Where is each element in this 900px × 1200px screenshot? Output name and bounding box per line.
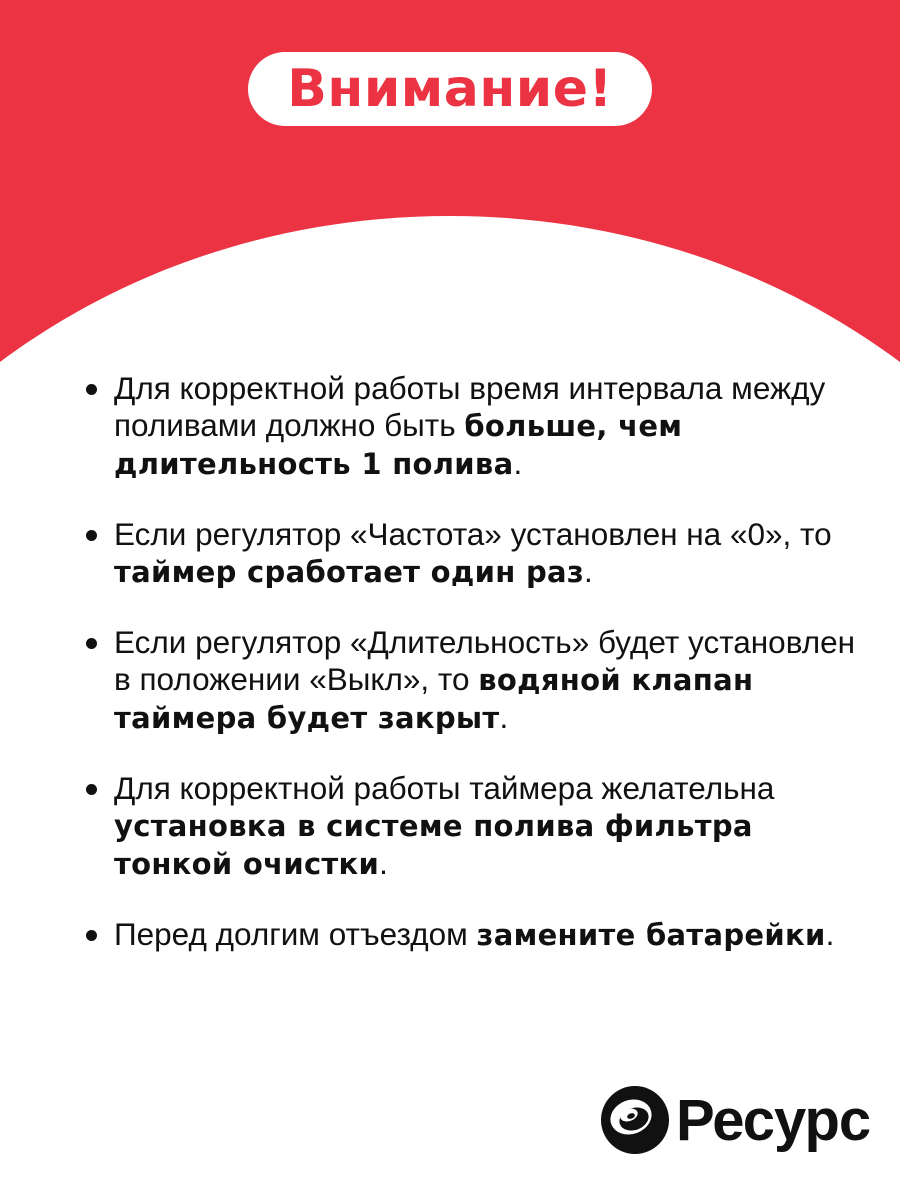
notice-text-regular: Для корректной работы таймера желательна: [114, 770, 775, 806]
brand-name: Ресурс: [676, 1087, 871, 1153]
notice-text-bold: установка в системе полива фильтра тонкой очистки: [114, 809, 753, 881]
bullet-icon: [86, 930, 97, 941]
notice-text-regular: .: [584, 553, 593, 589]
brand-logo: [598, 1080, 870, 1160]
resurs-swirl-logo-icon: [598, 1083, 672, 1157]
notice-item: [82, 370, 862, 483]
bullet-icon: [86, 784, 97, 795]
notice-item: [82, 770, 862, 883]
notice-text-bold: замените батарейки: [476, 918, 826, 952]
notice-text-regular: .: [513, 445, 523, 481]
page-title: Внимание!: [287, 59, 613, 119]
notice-text: [114, 370, 862, 483]
notice-item: [82, 516, 862, 591]
notice-text: [114, 516, 862, 591]
notice-text-bold: больше, чем длительность 1 полива: [114, 409, 683, 481]
notice-text-regular: .: [499, 699, 509, 735]
notice-text: [114, 916, 862, 954]
bullet-icon: [86, 638, 97, 649]
notice-text-regular: Если регулятор «Частота» установлен на «0», то: [114, 516, 832, 552]
bullet-icon: [86, 530, 97, 541]
notice-text-regular: Перед долгим отъездом: [114, 916, 477, 952]
title-badge: [248, 52, 652, 126]
bullet-icon: [86, 384, 97, 395]
notice-item: [82, 624, 862, 737]
notice-text-regular: Если регулятор «Длительность» будет установлен в положении «Выкл», то: [114, 624, 856, 697]
notice-text: [114, 770, 862, 883]
notice-text-bold: таймер сработает один раз: [114, 555, 585, 589]
notice-text: [114, 624, 862, 737]
notice-item: [82, 916, 862, 954]
notice-text-bold: водяной клапан таймера будет закрыт: [114, 663, 754, 735]
notice-text-regular: Для корректной работы время интервала между поливами должно быть: [114, 370, 826, 443]
notice-text-regular: .: [825, 916, 835, 952]
notice-list: [82, 370, 862, 987]
notice-text-regular: .: [379, 845, 388, 881]
